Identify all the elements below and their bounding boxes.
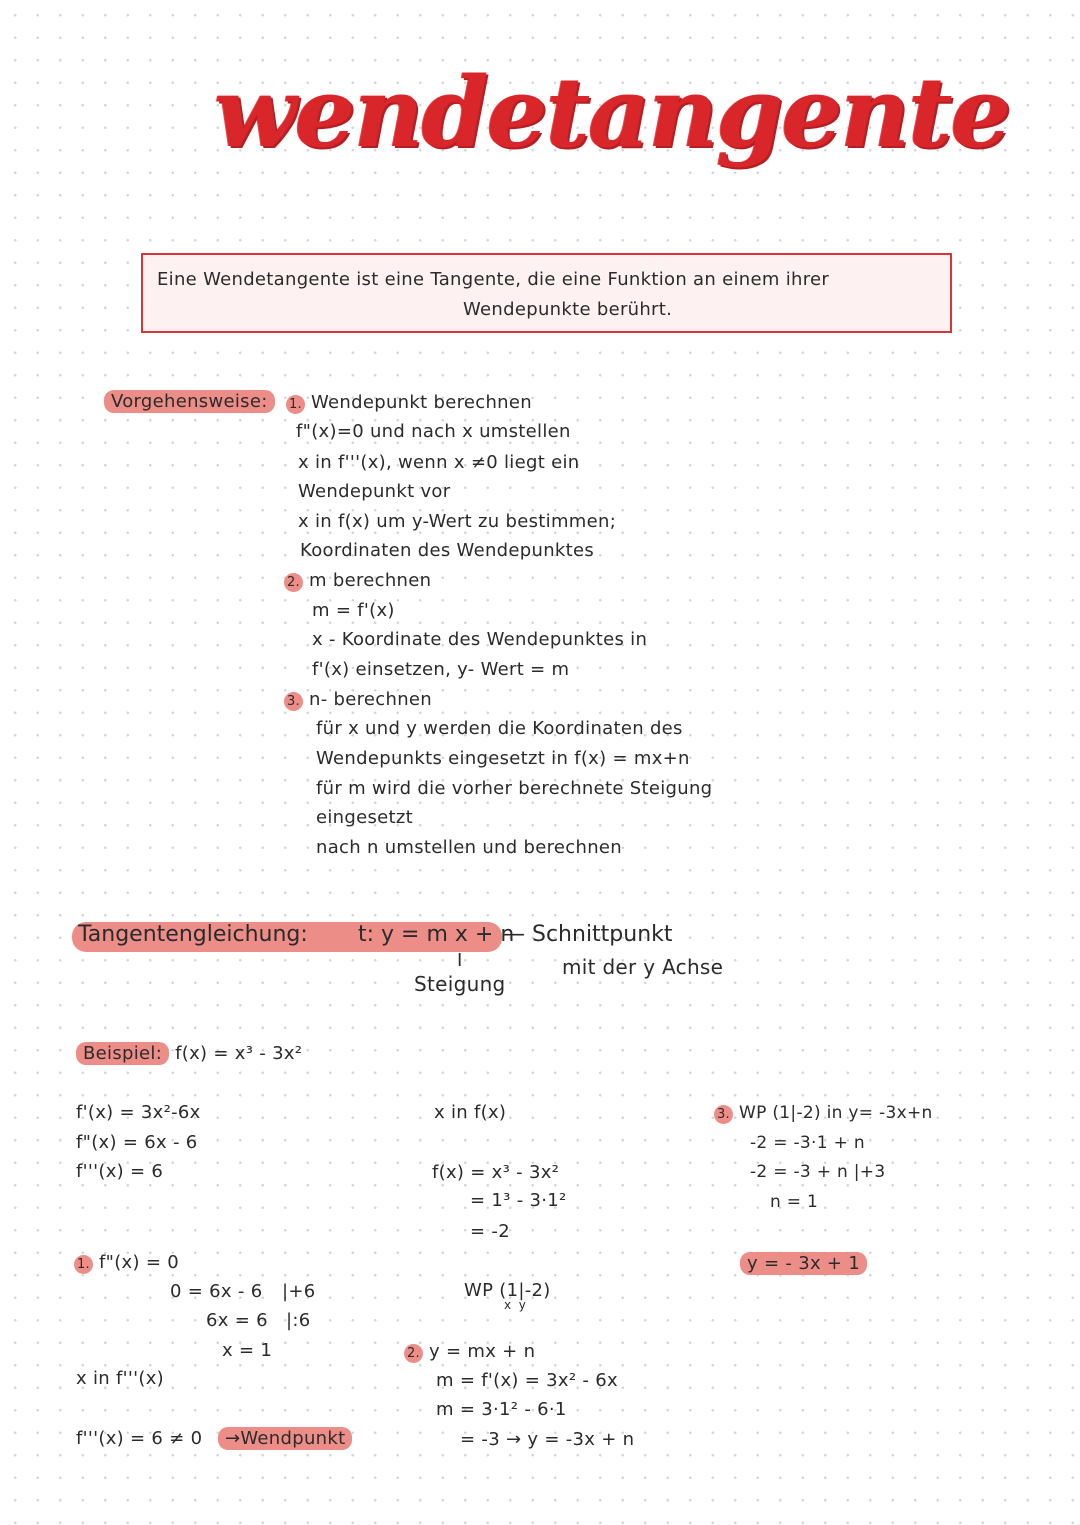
equation-slope: Steigung	[414, 972, 506, 996]
page-title: wendetangente	[214, 56, 1010, 169]
ex-step3-number: 3.	[714, 1105, 733, 1124]
derivative-2: f"(x) = 6x - 6	[76, 1132, 198, 1153]
step1-number: 1.	[286, 395, 305, 414]
equation-intercept-2: mit der y Achse	[562, 955, 724, 979]
ex-step2-line: m = f'(x) = 3x² - 6x	[436, 1370, 618, 1391]
ex-step1-eq: 0 = 6x - 6	[170, 1281, 263, 1302]
step1-heading-text: Wendepunkt berechnen	[311, 392, 532, 413]
step2-line: f'(x) einsetzen, y- Wert = m	[312, 659, 570, 680]
definition-line-2: Wendepunkte berührt.	[463, 299, 673, 320]
ex-step2-head	[404, 1341, 535, 1363]
step1-line: Wendepunkt vor	[298, 481, 451, 502]
step3-heading	[284, 689, 432, 711]
step2-line: m = f'(x)	[312, 600, 395, 621]
step1-line: x in f'''(x), wenn x ≠0 liegt ein	[298, 452, 580, 473]
ex-mid-line: f(x) = x³ - 3x²	[432, 1162, 560, 1183]
equation-label: Tangentengleichung:	[78, 922, 308, 947]
equation-intercept: — Schnittpunkt	[503, 922, 673, 947]
ex-step3-result	[740, 1253, 867, 1274]
ex-step1-result	[218, 1428, 352, 1449]
ex-step1-check: f'''(x) = 6 ≠ 0	[76, 1428, 203, 1449]
ex-step2-number: 2.	[404, 1344, 423, 1363]
step3-line: nach n umstellen und berechnen	[316, 837, 622, 858]
ex-step3-result-text: y = - 3x + 1	[740, 1252, 867, 1275]
ex-step3-head	[714, 1103, 933, 1124]
derivative-3: f'''(x) = 6	[76, 1161, 164, 1182]
derivative-1: f'(x) = 3x²-6x	[76, 1102, 201, 1123]
step2-number: 2.	[284, 573, 303, 592]
ex-step2-head-text: y = mx + n	[429, 1341, 536, 1362]
ex-step2-line: m = 3·1² - 6·1	[436, 1399, 567, 1420]
equation-formula: t: y = m x + n	[358, 922, 515, 947]
ex-mid-line: = -2	[470, 1221, 510, 1242]
ex-step1-head	[74, 1252, 179, 1274]
step2-heading	[284, 570, 431, 592]
step3-line: für x und y werden die Koordinaten des	[316, 718, 683, 739]
ex-step1-eq: x = 1	[222, 1340, 273, 1361]
definition-box	[141, 253, 952, 333]
procedure-label	[104, 391, 275, 412]
ex-step1-eq: 6x = 6	[206, 1310, 268, 1331]
ex-step3-line: -2 = -3 + n |+3	[750, 1162, 886, 1182]
procedure-label-text: Vorgehensweise:	[104, 390, 275, 413]
ex-step1-head-text: f"(x) = 0	[99, 1252, 179, 1273]
step3-heading-text: n- berechnen	[309, 689, 432, 710]
step3-number: 3.	[284, 692, 303, 711]
definition-line-1: Eine Wendetangente ist eine Tangente, die eine Funktion an einem ihrer	[157, 269, 830, 290]
ex-step1-check-label: x in f'''(x)	[76, 1368, 164, 1389]
ex-step3-line: -2 = -3·1 + n	[750, 1133, 865, 1153]
step1-line: f"(x)=0 und nach x umstellen	[296, 421, 571, 442]
step1-line: Koordinaten des Wendepunktes	[300, 540, 595, 561]
ex-step3-head-text: WP (1|-2) in y= -3x+n	[739, 1103, 933, 1123]
ex-mid-wp-sub: x y	[504, 1298, 526, 1312]
step3-line: eingesetzt	[316, 807, 413, 828]
equation-pipe: I	[457, 950, 463, 971]
ex-step1-op: |:6	[286, 1310, 311, 1331]
ex-step1-op: |+6	[282, 1281, 316, 1302]
ex-step3-line: n = 1	[770, 1192, 819, 1212]
step2-line: x - Koordinate des Wendepunktes in	[312, 629, 648, 650]
example-label: Beispiel:	[76, 1042, 169, 1065]
ex-step1-number: 1.	[74, 1255, 93, 1274]
example-heading	[76, 1043, 302, 1064]
ex-step1-result-text: →Wendpunkt	[218, 1427, 352, 1450]
ex-mid-head: x in f(x)	[434, 1102, 507, 1123]
step1-line: x in f(x) um y-Wert zu bestimmen;	[298, 511, 617, 532]
step2-heading-text: m berechnen	[309, 570, 432, 591]
step3-line: für m wird die vorher berechnete Steigung	[316, 778, 713, 799]
example-function: f(x) = x³ - 3x²	[175, 1043, 303, 1064]
step1-heading	[286, 392, 532, 414]
step3-line: Wendepunkts eingesetzt in f(x) = mx+n	[316, 748, 690, 769]
ex-step2-line: = -3 → y = -3x + n	[460, 1429, 635, 1450]
ex-mid-wp: WP (1|-2)	[464, 1280, 551, 1301]
ex-mid-line: = 1³ - 3·1²	[470, 1190, 567, 1211]
